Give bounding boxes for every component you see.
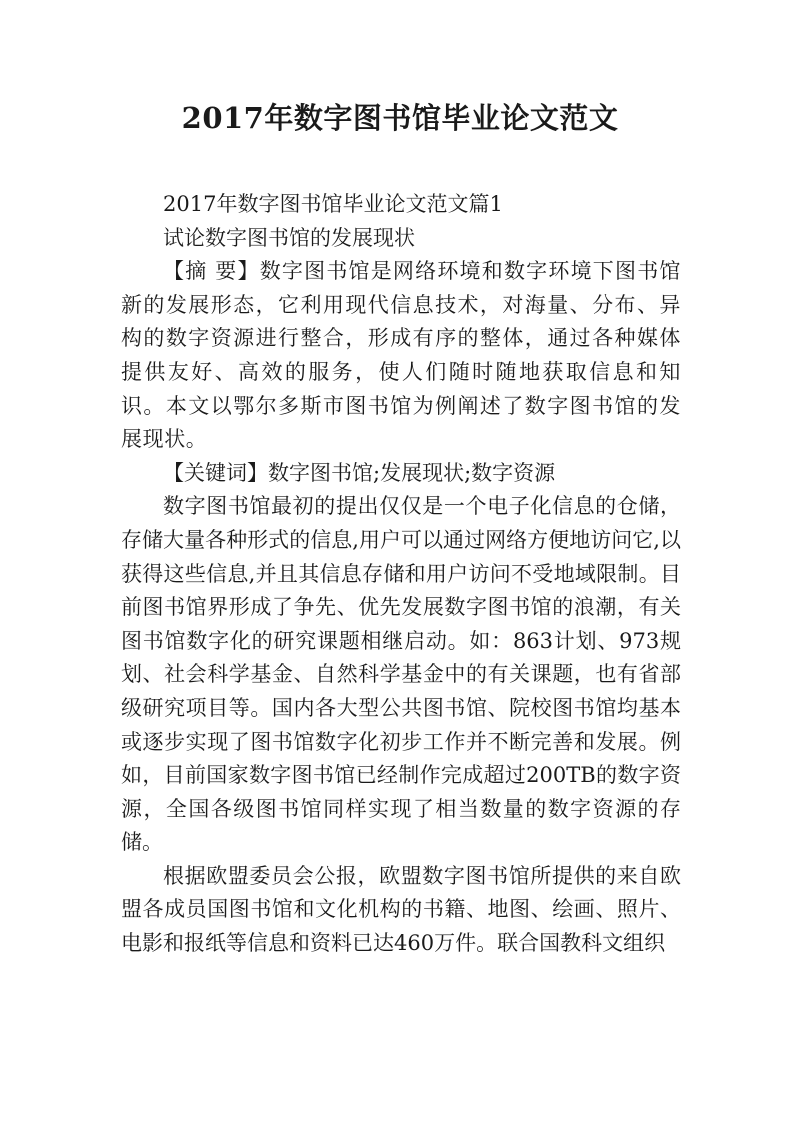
document-body (121, 188, 681, 961)
abstract-paragraph: 【摘 要】数字图书馆是网络环境和数字环境下图书馆新的发展形态，它利用现代信息技术，对海量、分布、异构的数字资源进行整合，形成有序的整体，通过各种媒体提供友好、高效的服务，使人们随时随地获取信息和知识。本文以鄂尔多斯市图书馆为例阐述了数字图书馆的发展现状。 (121, 259, 681, 452)
keywords-paragraph: 【关键词】数字图书馆;发展现状;数字资源 (163, 460, 556, 485)
body-paragraph: 根据欧盟委员会公报，欧盟数字图书馆所提供的来自欧盟各成员国图书馆和文化机构的书籍、地图、绘画、照片、电影和报纸等信息和资料已达460万件。联合国教科文组织 (121, 863, 681, 956)
body-paragraph: 数字图书馆最初的提出仅仅是一个电子化信息的仓储，存储大量各种形式的信息,用户可以通过网络方便地访问它,以获得这些信息,并且其信息存储和用户访问不受地域限制。目前图书馆界形成了争先、优先发展数字图书馆的浪潮，有关图书馆数字化的研究课题相继启动。如：863计划、973规划、社会科学基金、自然科学基金中的有关课题，也有省部级研究项目等。国内各大型公共图书馆、院校图书馆均基本或逐步实现了图书馆数字化初步工作并不断完善和发展。例如，目前国家数字图书馆已经制作完成超过200TB的数字资源，全国各级图书馆同样实现了相当数量的数字资源的存储。 (121, 494, 681, 855)
article-title: 试论数字图书馆的发展现状 (163, 225, 415, 250)
section-heading: 2017年数字图书馆毕业论文范文篇1 (163, 192, 503, 216)
document-title: 2017年数字图书馆毕业论文范文 (181, 101, 619, 135)
